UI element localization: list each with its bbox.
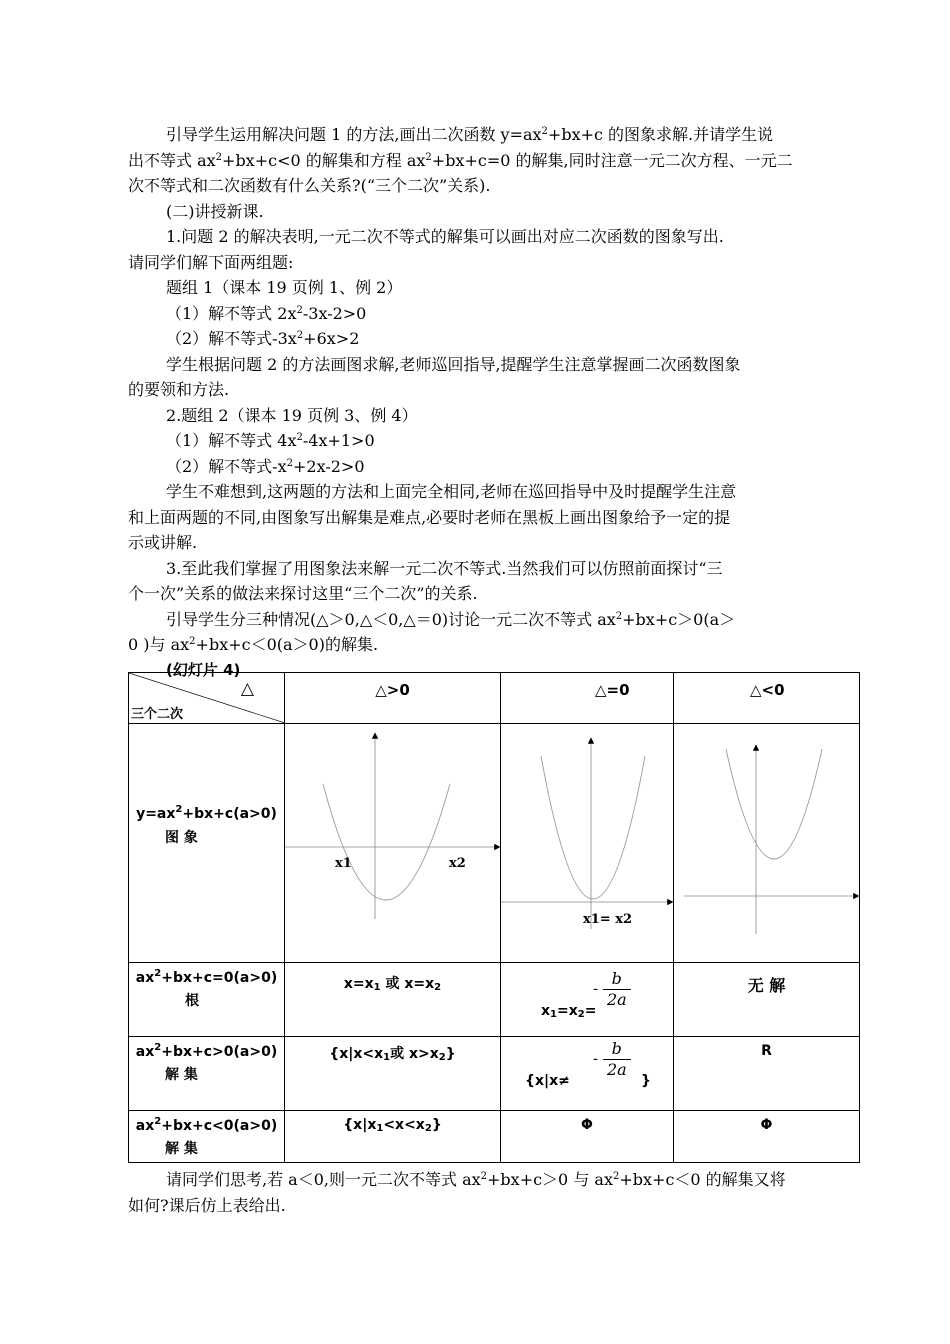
paragraph-13: 3.至此我们掌握了用图象法来解一元二次不等式.当然我们可以仿照前面探讨“三 (166, 558, 723, 578)
greater-solution-double-root: - $\frac{b}{2a}$ {x|x≠ } (501, 1037, 674, 1111)
paragraph-12-line3: 示或讲解. (128, 533, 198, 552)
header-row (129, 673, 860, 724)
graph-delta-positive (285, 724, 501, 963)
group-2-title: 2.题组 2（课本 19 页例 3、例 4） (166, 405, 418, 425)
roots-row (129, 963, 860, 1037)
paragraph-14-line2: 0 )与 $ax^2+bx+c<0(a>0)$的解集. (128, 635, 379, 654)
problem-1-1: （1）解不等式 $2x^2-3x-2>0$ (166, 303, 367, 323)
roots-two: $x=x_1$ 或 $x=x_2$ (285, 963, 501, 1037)
parabola-one-root (501, 724, 674, 962)
paragraph-13-line2: 个一次”关系的做法来探讨这里“三个二次”的关系. (128, 584, 478, 603)
less-solution-no-root: Φ (674, 1111, 860, 1163)
paragraph-12-line2: 和上面两题的不同,由图象写出解集是难点,必要时老师在黑板上画出图象给予一定的提 (128, 507, 731, 527)
paragraph-14: 引导学生分三种情况(△＞0,△＜0,△＝0)讨论一元二次不等式 $ax^2+bx+c>0(a>$ (166, 609, 736, 629)
group-1-title: 题组 1（课本 19 页例 1、例 2） (166, 278, 403, 297)
greater-solution-two-roots: {$x|x<x_1$或 $x>x_2$} (285, 1037, 501, 1111)
greater-solution-no-root: R (674, 1037, 860, 1111)
parabola-two-roots (285, 724, 501, 962)
paragraph-1-line3: 次不等式和二次函数有什么关系?(“三个二次”关系). (128, 176, 491, 195)
paragraph-3: 1.问题 2 的解决表明,一元二次不等式的解集可以画出对应二次函数的图象写出. (166, 227, 724, 246)
greater-row-label: $ax^2+bx+c>0(a>0)$ 解 集 (129, 1037, 285, 1111)
graph-delta-negative (674, 724, 860, 963)
paragraph-8-line2: 的要领和方法. (128, 380, 230, 399)
header-delta-zero: △=0 (501, 673, 674, 724)
greater-row (129, 1037, 860, 1111)
paragraph-1: 引导学生运用解决问题 1 的方法,画出二次函数 $y=ax^2+bx+c$ 的图象求解.并请学生说 (166, 125, 774, 144)
graph-row-label: $y=ax^2+bx+c(a>0)$ 图 象 (129, 724, 285, 963)
problem-1-2: （2）解不等式$-3x^2+6x>2$ (166, 329, 360, 348)
less-solution-two-roots: $\{x|x_1<x<x_2\}$ (285, 1111, 501, 1163)
problem-2-1: （1）解不等式 $4x^2-4x+1>0$ (166, 431, 375, 450)
less-row-label: $ax^2+bx+c<0(a>0)$ 解 集 (129, 1111, 285, 1163)
corner-cell (129, 673, 285, 724)
paragraph-1-line2: 出不等式 $ax^2+bx+c<0$ 的解集和方程 $ax^2+bx+c=0$ 的解集,同时注意一元二次方程、一元二 (128, 150, 793, 170)
paragraph-12: 学生不难想到,这两题的方法和上面完全相同,老师在巡回指导中及时提醒学生注意 (166, 482, 737, 501)
root-x2-label: x2 (449, 856, 466, 871)
document-body (128, 122, 860, 680)
section-heading: (二)讲授新课. (166, 201, 264, 221)
graph-row (129, 724, 860, 963)
parabola-no-root (674, 724, 860, 962)
less-solution-double-root: Φ (501, 1111, 674, 1163)
graph-delta-zero (501, 724, 674, 963)
closing-paragraph: 请同学们思考,若 a＜0,则一元二次不等式 $ax^2+bx+c>0$ 与 $ax^2+bx+c<0$ 的解集又将 如何?课后仿上表给出. (128, 1170, 786, 1215)
double-root-label: x1= x2 (583, 912, 633, 927)
neg-b-over-2a: - $\frac{b}{2a}$ (593, 969, 631, 1010)
roots-row-label: $ax^2+bx+c=0(a>0)$ 根 (129, 963, 285, 1037)
root-x1-label: x1 (335, 856, 352, 871)
paragraph-8: 学生根据问题 2 的方法画图求解,老师巡回指导,提醒学生注意掌握画二次函数图象 (166, 354, 741, 374)
three-quadratics-table (128, 672, 860, 1163)
corner-label: 三个二次 (131, 707, 184, 722)
roots-double: $x_1=x_2=$ - $\frac{b}{2a}$ (501, 963, 674, 1037)
header-delta-positive: △>0 (285, 673, 501, 724)
slide-label: (幻灯片 4) (166, 660, 241, 679)
paragraph-4: 请同学们解下面两组题: (128, 252, 294, 272)
less-row (129, 1111, 860, 1163)
header-delta-negative: △<0 (674, 673, 860, 724)
problem-2-2: （2）解不等式$-x^2+2x-2>0$ (166, 456, 365, 476)
roots-none: 无 解 (674, 963, 860, 1037)
corner-delta: △ (240, 679, 254, 699)
